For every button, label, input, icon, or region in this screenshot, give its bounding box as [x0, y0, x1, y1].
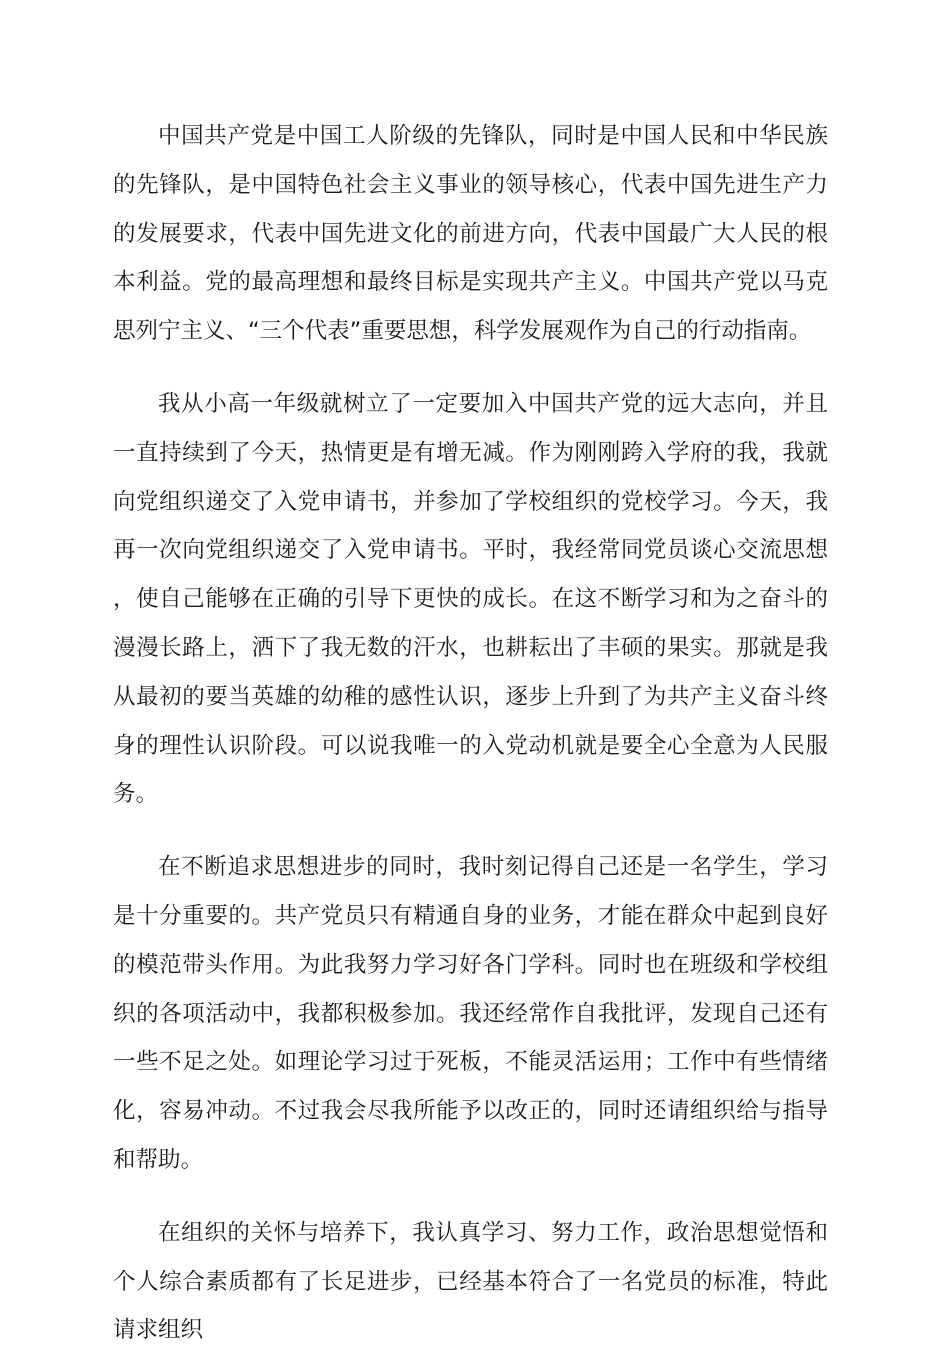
paragraph-2: 我从小高一年级就树立了一定要加入中国共产党的远大志向，并且一直持续到了今天，热情更是有增无减。作为刚刚跨入学府的我，我就向党组织递交了入党申请书，并参加了学校组织的党校学习。今天，我再一次向党组织递交了入党申请书。平时，我经常同党员谈心交流思想，使自己能够在正确的引导下更快的成长。在这不断学习和为之奋斗的漫漫长路上，洒下了我无数的汗水，也耕耘出了丰硕的果实。那就是我从最初的要当英雄的幼稚的感性认识，逐步上升到了为共产主义奋斗终身的理性认识阶段。可以说我唯一的入党动机就是要全心全意为人民服务。: [113, 390, 828, 808]
paragraph-3: 在不断追求思想进步的同时，我时刻记得自己还是一名学生，学习是十分重要的。共产党员只有精通自身的业务，才能在群众中起到良好的模范带头作用。为此我努力学习好各门学科。同时也在班级和学校组织的各项活动中，我都积极参加。我还经常作自我批评，发现自己还有一些不足之处。如理论学习过于死板，不能灵活运用；工作中有些情绪化，容易冲动。不过我会尽我所能予以改正的，同时还请组织给与指导和帮助。: [113, 854, 828, 1173]
paragraph-4: 在组织的关怀与培养下，我认真学习、努力工作，政治思想觉悟和个人综合素质都有了长足进步，已经基本符合了一名党员的标准，特此请求组织: [113, 1219, 828, 1344]
paragraph-1: 中国共产党是中国工人阶级的先锋队，同时是中国人民和中华民族的先锋队，是中国特色社会主义事业的领导核心，代表中国先进生产力的发展要求，代表中国先进文化的前进方向，代表中国最广大人民的根本利益。党的最高理想和最终目标是实现共产主义。中国共产党以马克思列宁主义、“三个代表”重要思想，科学发展观作为自己的行动指南。: [113, 123, 828, 345]
document-body: [113, 112, 828, 1355]
